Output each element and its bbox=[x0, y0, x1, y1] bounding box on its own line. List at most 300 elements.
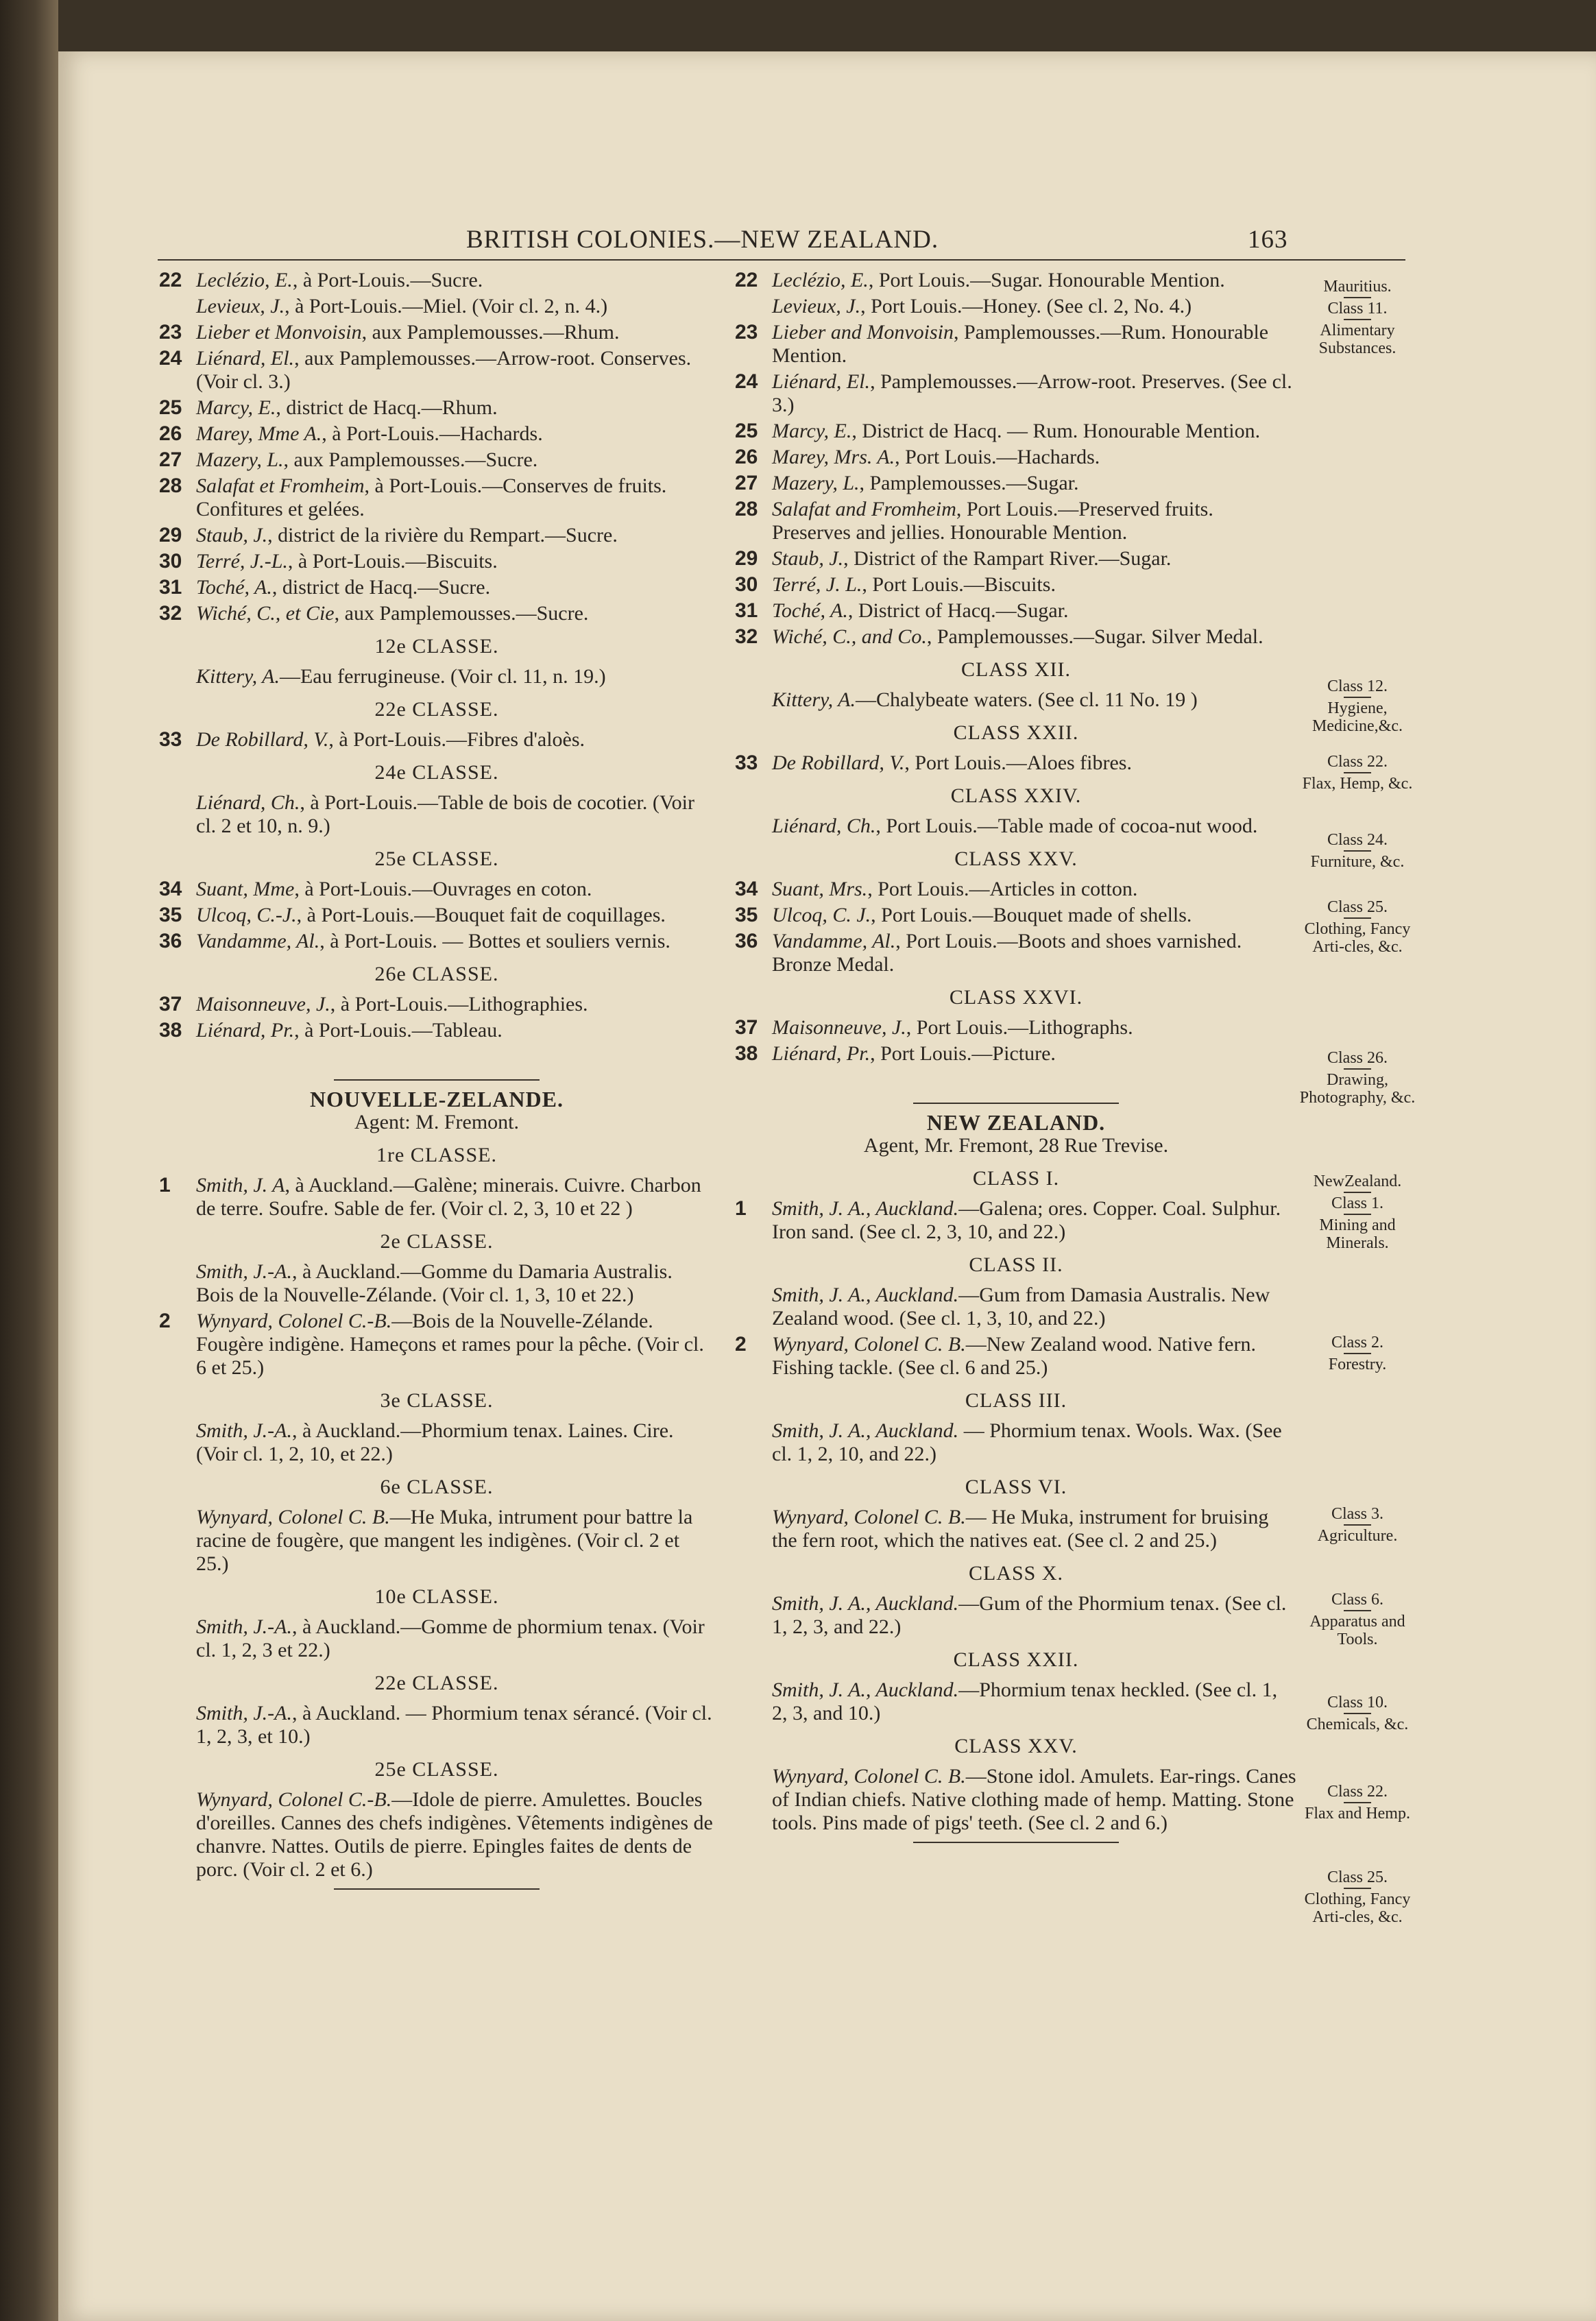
exhibitor-name: Terré, J. L. bbox=[772, 573, 862, 596]
agent-line: Agent: M. Fremont. bbox=[354, 1111, 519, 1133]
entry-description: , à Port-Louis.—Lithographies. bbox=[330, 993, 588, 1015]
entry-description: , à Auckland.—Galène; minerais. Cuivre. Charbon de terre. Soufre. Sable de fer. (Voir cl. 2, 3, 10 et 22 ) bbox=[196, 1174, 701, 1220]
margin-note-line: Class 3. bbox=[1331, 1505, 1383, 1523]
entry-number: 36 bbox=[735, 930, 758, 952]
exhibitor-entry bbox=[735, 625, 1297, 649]
entry-number: 24 bbox=[159, 347, 182, 370]
entry-description: , Port Louis.—Boots and shoes varnished. Bronze Medal. bbox=[772, 930, 1242, 976]
exhibitor-name: Levieux, J. bbox=[196, 295, 285, 317]
entry-number: 25 bbox=[159, 396, 182, 419]
entry-description: , Port Louis.—Sugar. Honourable Mention. bbox=[868, 269, 1225, 291]
entry-description: , Port Louis.—Lithographs. bbox=[906, 1016, 1133, 1039]
exhibitor-entry bbox=[159, 728, 714, 751]
exhibitor-name: Wynyard, Colonel C. B. bbox=[772, 1506, 966, 1528]
entry-description: , à Auckland.—Gomme de phormium tenax. (Voir cl. 1, 2, 3 et 22.) bbox=[196, 1615, 705, 1661]
margin-note bbox=[1299, 1334, 1416, 1373]
class-heading: CLASS II. bbox=[969, 1253, 1063, 1276]
section-rule bbox=[913, 1103, 1119, 1104]
exhibitor-name: Lieber et Monvoisin bbox=[196, 321, 362, 344]
class-heading: CLASS XXIV. bbox=[950, 784, 1082, 807]
exhibitor-entry bbox=[159, 1174, 714, 1220]
entry-number: 29 bbox=[735, 547, 758, 570]
exhibitor-entry bbox=[735, 1419, 1297, 1466]
entry-description: , Port Louis.—Aloes fibres. bbox=[904, 751, 1132, 774]
entry-description: , à Port-Louis.—Table de bois de cocotier. (Voir cl. 2 et 10, n. 9.) bbox=[196, 791, 694, 837]
entry-number: 35 bbox=[159, 904, 182, 926]
entry-description: —New Zealand wood. Native fern. Fishing tackle. (See cl. 6 and 25.) bbox=[772, 1333, 1256, 1379]
entry-number: 1 bbox=[159, 1174, 171, 1196]
exhibitor-name: Wynyard, Colonel C.-B. bbox=[196, 1788, 392, 1811]
exhibitor-entry bbox=[159, 524, 714, 547]
section-title: NOUVELLE-ZELANDE. bbox=[310, 1087, 564, 1111]
exhibitor-entry bbox=[159, 422, 714, 446]
entry-description: , à Port-Louis.—Miel. (Voir cl. 2, n. 4.) bbox=[285, 295, 608, 317]
entry-description: , à Port-Louis.—Hachards. bbox=[322, 422, 543, 445]
margin-note-line: Apparatus and Tools. bbox=[1309, 1613, 1405, 1648]
entry-description: —Galena; ores. Copper. Coal. Sulphur. Iron sand. (See cl. 2, 3, 10, and 22.) bbox=[772, 1197, 1281, 1243]
class-heading: CLASS X. bbox=[968, 1562, 1064, 1585]
margin-note-line: Class 22. bbox=[1327, 1783, 1388, 1801]
entry-description: , à Port-Louis.—Fibres d'aloès. bbox=[328, 728, 585, 751]
exhibitor-entry bbox=[159, 347, 714, 394]
section-title: NEW ZEALAND. bbox=[926, 1110, 1106, 1135]
margin-note-line: Class 1. bbox=[1331, 1194, 1383, 1212]
exhibitor-entry bbox=[735, 1042, 1297, 1066]
entry-description: , District of the Rampart River.—Sugar. bbox=[843, 547, 1172, 570]
exhibitor-name: Smith, J.-A. bbox=[196, 1702, 292, 1724]
exhibitor-entry bbox=[735, 321, 1297, 368]
entry-number: 38 bbox=[159, 1019, 182, 1042]
exhibitor-name: Marcy, E. bbox=[196, 396, 276, 419]
entry-description: , Port Louis.—Honey. (See cl. 2, No. 4.) bbox=[860, 295, 1192, 317]
entry-description: , aux Pamplemousses.—Rhum. bbox=[361, 321, 620, 344]
section-rule bbox=[334, 1079, 540, 1081]
entry-description: —Chalybeate waters. (See cl. 11 No. 19 ) bbox=[855, 688, 1198, 711]
entry-description: , Port Louis.—Hachards. bbox=[895, 446, 1100, 468]
left-column-french bbox=[159, 269, 714, 1897]
entry-description: , à Port-Louis.—Sucre. bbox=[292, 269, 483, 291]
entry-number: 33 bbox=[159, 728, 182, 751]
entry-number: 28 bbox=[159, 474, 182, 497]
entry-number: 34 bbox=[735, 878, 758, 900]
entry-description: —Gum of the Phormium tenax. (See cl. 1, 2, 3, and 22.) bbox=[772, 1592, 1287, 1638]
exhibitor-entry bbox=[159, 576, 714, 599]
exhibitor-name: Terré, J.-L. bbox=[196, 550, 288, 573]
exhibitor-entry bbox=[159, 396, 714, 420]
exhibitor-entry bbox=[159, 1615, 714, 1662]
exhibitor-entry bbox=[735, 1765, 1297, 1835]
exhibitor-entry bbox=[735, 472, 1297, 495]
exhibitor-entry bbox=[735, 446, 1297, 469]
margin-dash bbox=[1344, 1713, 1371, 1714]
exhibitor-name: Ulcoq, C. J. bbox=[772, 904, 871, 926]
margin-note-line: Furniture, &c. bbox=[1310, 853, 1405, 871]
entry-description: , Pamplemousses.—Rum. Honourable Mention. bbox=[772, 321, 1269, 367]
exhibitor-name: Suant, Mrs. bbox=[772, 878, 868, 900]
exhibitor-name: Liénard, El. bbox=[772, 370, 871, 393]
exhibitor-entry bbox=[735, 1333, 1297, 1380]
entry-number: 23 bbox=[159, 321, 182, 344]
exhibitor-name: Kittery, A. bbox=[196, 665, 280, 688]
class-heading: 25e CLASSE. bbox=[374, 1758, 499, 1781]
exhibitor-name: Mazery, L. bbox=[196, 448, 284, 471]
entry-description: , aux Pamplemousses.—Sucre. bbox=[334, 602, 589, 625]
class-heading: 22e CLASSE. bbox=[374, 698, 499, 721]
exhibitor-entry bbox=[735, 688, 1297, 712]
exhibitor-name: Liénard, Pr. bbox=[196, 1019, 295, 1042]
exhibitor-name: Levieux, J. bbox=[772, 295, 861, 317]
exhibitor-entry bbox=[159, 791, 714, 838]
entry-description: , aux Pamplemousses.—Sucre. bbox=[283, 448, 538, 471]
exhibitor-name: Smith, J. A., Auckland. bbox=[772, 1679, 959, 1701]
entry-number: 26 bbox=[159, 422, 182, 445]
margin-dash bbox=[1344, 1524, 1371, 1526]
margin-note-line: Mauritius. bbox=[1323, 278, 1392, 296]
entry-number: 32 bbox=[159, 602, 182, 625]
exhibitor-name: Smith, J.-A. bbox=[196, 1260, 292, 1283]
exhibitor-name: Smith, J.-A. bbox=[196, 1419, 292, 1442]
margin-note bbox=[1299, 1868, 1416, 1926]
entry-description: , à Port-Louis. — Bottes et souliers vernis. bbox=[319, 930, 670, 952]
class-heading: 24e CLASSE. bbox=[374, 761, 499, 784]
margin-note-line: Class 10. bbox=[1327, 1694, 1388, 1711]
entry-number: 22 bbox=[159, 269, 182, 291]
closing-rule bbox=[913, 1842, 1119, 1843]
margin-dash bbox=[1344, 1353, 1371, 1354]
exhibitor-name: Suant, Mme bbox=[196, 878, 295, 900]
exhibitor-name: Lieber and Monvoisin bbox=[772, 321, 954, 344]
margin-note-line: Class 11. bbox=[1327, 300, 1388, 317]
exhibitor-entry bbox=[159, 602, 714, 625]
entry-number: 22 bbox=[735, 269, 758, 291]
exhibitor-name: Leclézio, E. bbox=[772, 269, 869, 291]
margin-note bbox=[1299, 677, 1416, 735]
entry-number: 27 bbox=[159, 448, 182, 471]
exhibitor-entry bbox=[159, 1788, 714, 1881]
exhibitor-name: Smith, J. A., Auckland. bbox=[772, 1419, 959, 1442]
margin-dash bbox=[1344, 1068, 1371, 1070]
exhibitor-name: Staub, J. bbox=[772, 547, 844, 570]
page-header-title: BRITISH COLONIES.—NEW ZEALAND. bbox=[466, 226, 939, 254]
entry-number: 35 bbox=[735, 904, 758, 926]
exhibitor-name: Wiché, C., et Cie bbox=[196, 602, 335, 625]
entry-description: , Port Louis.—Picture. bbox=[870, 1042, 1056, 1065]
class-heading: CLASS III. bbox=[965, 1389, 1067, 1412]
page-number: 163 bbox=[1248, 226, 1288, 254]
exhibitor-entry bbox=[159, 474, 714, 521]
entry-number: 2 bbox=[159, 1310, 171, 1332]
margin-note-line: Clothing, Fancy Arti-cles, &c. bbox=[1304, 920, 1411, 956]
exhibitor-name: Maisonneuve, J. bbox=[196, 993, 330, 1015]
exhibitor-entry bbox=[159, 295, 714, 318]
exhibitor-entry bbox=[735, 420, 1297, 443]
margin-dash bbox=[1344, 297, 1371, 298]
margin-note bbox=[1299, 753, 1416, 793]
margin-note bbox=[1299, 831, 1416, 871]
entry-number: 36 bbox=[159, 930, 182, 952]
exhibitor-name: Mazery, L. bbox=[772, 472, 860, 494]
exhibitor-name: Kittery, A. bbox=[772, 688, 856, 711]
entry-description: , district de Hacq.—Rhum. bbox=[276, 396, 498, 419]
entry-number: 27 bbox=[735, 472, 758, 494]
margin-dash bbox=[1344, 1802, 1371, 1803]
class-heading: CLASS XXII. bbox=[953, 721, 1079, 744]
exhibitor-entry bbox=[735, 295, 1297, 318]
exhibitor-name: Liénard, Ch. bbox=[772, 815, 876, 837]
exhibitor-name: Marey, Mrs. A. bbox=[772, 446, 895, 468]
entry-description: , Pamplemousses.—Arrow-root. Preserves. (See cl. 3.) bbox=[772, 370, 1292, 416]
entry-description: , à Port-Louis.—Ouvrages en coton. bbox=[294, 878, 592, 900]
entry-description: —Idole de pierre. Amulettes. Boucles d'oreilles. Cannes des chefs indigènes. Vêtements indigènes de chanvre. Nattes. Outils de pierre. Epingles faites de dents de porc. (Voir cl. 2 et 6.) bbox=[196, 1788, 713, 1881]
entry-description: — Phormium tenax. Wools. Wax. (See cl. 1, 2, 10, and 22.) bbox=[772, 1419, 1282, 1465]
exhibitor-entry bbox=[159, 321, 714, 344]
margin-note-line: Class 25. bbox=[1327, 898, 1388, 916]
entry-number: 25 bbox=[735, 420, 758, 442]
margin-note bbox=[1299, 1172, 1416, 1252]
entry-description: , à Port-Louis.—Conserves de fruits. Confitures et gelées. bbox=[196, 474, 667, 520]
entry-number: 29 bbox=[159, 524, 182, 546]
exhibitor-name: De Robillard, V. bbox=[772, 751, 905, 774]
exhibitor-entry bbox=[735, 1284, 1297, 1330]
entry-description: , District de Hacq. — Rum. Honourable Mention. bbox=[851, 420, 1261, 442]
exhibitor-entry bbox=[735, 1197, 1297, 1244]
margin-note bbox=[1299, 898, 1416, 956]
entry-number: 1 bbox=[735, 1197, 747, 1220]
exhibitor-entry bbox=[159, 993, 714, 1016]
class-heading: CLASS XXV. bbox=[954, 847, 1078, 870]
class-heading: CLASS XXV. bbox=[954, 1735, 1078, 1757]
entry-description: , Port Louis.—Biscuits. bbox=[862, 573, 1056, 596]
entry-description: , à Auckland.—Gomme du Damaria Australis. Bois de la Nouvelle-Zélande. (Voir cl. 1, 3, 10 et 22.) bbox=[196, 1260, 673, 1306]
margin-note bbox=[1299, 1049, 1416, 1107]
exhibitor-entry bbox=[159, 665, 714, 688]
exhibitor-entry bbox=[159, 878, 714, 901]
class-heading: 10e CLASSE. bbox=[374, 1585, 499, 1608]
entry-description: , district de la rivière du Rempart.—Sucre. bbox=[267, 524, 618, 546]
margin-note-line: Class 22. bbox=[1327, 753, 1388, 771]
agent-line: Agent, Mr. Fremont, 28 Rue Trevise. bbox=[863, 1134, 1169, 1157]
exhibitor-name: Marcy, E. bbox=[772, 420, 852, 442]
margin-dash bbox=[1344, 1214, 1371, 1215]
entry-number: 28 bbox=[735, 498, 758, 520]
exhibitor-name: Wiché, C., and Co. bbox=[772, 625, 927, 648]
exhibitor-entry bbox=[735, 1592, 1297, 1639]
exhibitor-entry bbox=[735, 930, 1297, 976]
exhibitor-entry bbox=[159, 550, 714, 573]
entry-number: 37 bbox=[159, 993, 182, 1015]
exhibitor-entry bbox=[159, 269, 714, 292]
class-heading: CLASS VI. bbox=[965, 1476, 1067, 1498]
exhibitor-name: Salafat et Fromheim bbox=[196, 474, 365, 497]
exhibitor-name: Smith, J. A., Auckland. bbox=[772, 1592, 959, 1615]
exhibitor-name: Staub, J. bbox=[196, 524, 268, 546]
book-spine bbox=[0, 0, 58, 2321]
exhibitor-name: Leclézio, E. bbox=[196, 269, 293, 291]
margin-note-line: Flax and Hemp. bbox=[1305, 1805, 1410, 1823]
class-heading: 1re CLASSE. bbox=[376, 1144, 497, 1166]
exhibitor-entry bbox=[159, 1310, 714, 1380]
exhibitor-name: Vandamme, Al. bbox=[772, 930, 896, 952]
entry-description: —He Muka, intrument pour battre la racine de fougère, que mangent les indigènes. (Voir cl. 2 et 25.) bbox=[196, 1506, 693, 1575]
entry-description: , à Port-Louis.—Biscuits. bbox=[287, 550, 498, 573]
exhibitor-name: Liénard, Pr. bbox=[772, 1042, 871, 1065]
entry-number: 37 bbox=[735, 1016, 758, 1039]
margin-note-line: Agriculture. bbox=[1317, 1527, 1398, 1545]
exhibitor-name: Liénard, El. bbox=[196, 347, 295, 370]
exhibitor-name: Smith, J. A., Auckland. bbox=[772, 1197, 959, 1220]
margin-note-line: Class 12. bbox=[1327, 677, 1388, 695]
margin-note bbox=[1299, 1505, 1416, 1545]
entry-description: —Eau ferrugineuse. (Voir cl. 11, n. 19.) bbox=[279, 665, 606, 688]
entry-description: , à Auckland. — Phormium tenax sérancé. (Voir cl. 1, 2, 3, et 10.) bbox=[196, 1702, 712, 1748]
exhibitor-entry bbox=[735, 1679, 1297, 1725]
exhibitor-name: Wynyard, Colonel C. B. bbox=[772, 1333, 966, 1356]
exhibitor-entry bbox=[159, 1260, 714, 1307]
exhibitor-entry bbox=[159, 1419, 714, 1466]
exhibitor-entry bbox=[735, 599, 1297, 623]
entry-number: 33 bbox=[735, 751, 758, 774]
margin-note-line: Clothing, Fancy Arti-cles, &c. bbox=[1304, 1890, 1411, 1926]
exhibitor-name: De Robillard, V. bbox=[196, 728, 329, 751]
entry-description: , à Auckland.—Phormium tenax. Laines. Cire. (Voir cl. 1, 2, 10, et 22.) bbox=[196, 1419, 674, 1465]
class-heading: CLASS XXII. bbox=[953, 1648, 1079, 1671]
exhibitor-entry bbox=[735, 751, 1297, 775]
entry-number: 30 bbox=[159, 550, 182, 573]
exhibitor-entry bbox=[735, 1016, 1297, 1039]
margin-note-line: Alimentary Substances. bbox=[1318, 322, 1396, 357]
entry-description: , à Port-Louis.—Bouquet fait de coquillages. bbox=[296, 904, 666, 926]
entry-number: 34 bbox=[159, 878, 182, 900]
margin-note bbox=[1299, 1694, 1416, 1733]
margin-note-line: Drawing, Photography, &c. bbox=[1299, 1071, 1416, 1107]
class-heading: 26e CLASSE. bbox=[374, 963, 499, 985]
entry-number: 2 bbox=[735, 1333, 747, 1356]
entry-description: , district de Hacq.—Sucre. bbox=[271, 576, 491, 599]
exhibitor-entry bbox=[159, 1702, 714, 1748]
margin-dash bbox=[1344, 772, 1371, 773]
exhibitor-entry bbox=[735, 573, 1297, 597]
entry-number: 32 bbox=[735, 625, 758, 648]
exhibitor-name: Liénard, Ch. bbox=[196, 791, 300, 814]
margin-note-line: Class 25. bbox=[1327, 1868, 1388, 1886]
margin-dash bbox=[1344, 697, 1371, 698]
margin-note-line: Chemicals, &c. bbox=[1306, 1716, 1409, 1733]
class-heading: 25e CLASSE. bbox=[374, 847, 499, 870]
exhibitor-entry bbox=[159, 904, 714, 927]
exhibitor-entry bbox=[159, 448, 714, 472]
margin-note-line: Class 2. bbox=[1331, 1334, 1383, 1351]
entry-description: —Gum from Damasia Australis. New Zealand wood. (See cl. 1, 3, 10, and 22.) bbox=[772, 1284, 1270, 1330]
entry-description: , District of Hacq.—Sugar. bbox=[847, 599, 1069, 622]
margin-note-line: Hygiene, Medicine,&c. bbox=[1312, 699, 1403, 735]
entry-description: , Port Louis.—Bouquet made of shells. bbox=[871, 904, 1192, 926]
exhibitor-name: Wynyard, Colonel C.-B. bbox=[196, 1310, 392, 1332]
exhibitor-entry bbox=[735, 498, 1297, 544]
entry-description: , à Port-Louis.—Tableau. bbox=[294, 1019, 503, 1042]
margin-note-line: Class 24. bbox=[1327, 831, 1388, 849]
exhibitor-entry bbox=[735, 815, 1297, 838]
exhibitor-entry bbox=[735, 878, 1297, 901]
entry-description: —Stone idol. Amulets. Ear-rings. Canes of Indian chiefs. Native clothing made of hemp. Matting. Stone tools. Pins made of pigs' teeth. (See cl. 2 and 6.) bbox=[772, 1765, 1296, 1834]
margin-dash bbox=[1344, 850, 1371, 852]
margin-dash bbox=[1344, 319, 1371, 320]
exhibitor-entry bbox=[735, 547, 1297, 570]
margin-note bbox=[1299, 278, 1416, 357]
class-heading: CLASS I. bbox=[972, 1167, 1060, 1190]
exhibitor-entry bbox=[735, 370, 1297, 417]
right-column-english bbox=[735, 269, 1297, 1850]
exhibitor-entry bbox=[735, 904, 1297, 927]
class-heading: 12e CLASSE. bbox=[374, 635, 499, 658]
class-heading: CLASS XII. bbox=[960, 658, 1071, 681]
class-heading: CLASS XXVI. bbox=[949, 986, 1083, 1009]
class-heading: 3e CLASSE. bbox=[380, 1389, 494, 1412]
exhibitor-entry bbox=[159, 1506, 714, 1576]
entry-number: 24 bbox=[735, 370, 758, 393]
exhibitor-name: Wynyard, Colonel C. B. bbox=[196, 1506, 390, 1528]
entry-number: 38 bbox=[735, 1042, 758, 1065]
entry-number: 26 bbox=[735, 446, 758, 468]
exhibitor-name: Marey, Mme A. bbox=[196, 422, 322, 445]
entry-description: , Port Louis.—Preserved fruits. Preserves and jellies. Honourable Mention. bbox=[772, 498, 1213, 544]
exhibitor-name: Smith, J. A., Auckland. bbox=[772, 1284, 959, 1306]
exhibitor-entry bbox=[159, 1019, 714, 1042]
margin-note-line: Class 6. bbox=[1331, 1591, 1383, 1609]
header-rule bbox=[158, 259, 1405, 261]
entry-description: , Port Louis.—Articles in cotton. bbox=[867, 878, 1138, 900]
exhibitor-entry bbox=[735, 269, 1297, 292]
margin-dash bbox=[1344, 1610, 1371, 1611]
margin-note-line: Class 26. bbox=[1327, 1049, 1388, 1067]
margin-note-line: Mining and Minerals. bbox=[1319, 1216, 1396, 1252]
exhibitor-entry bbox=[159, 930, 714, 953]
margin-dash bbox=[1344, 1192, 1371, 1193]
class-heading: 2e CLASSE. bbox=[380, 1230, 494, 1253]
entry-description: , Port Louis.—Table made of cocoa-nut wood. bbox=[875, 815, 1258, 837]
exhibitor-name: Toché, A. bbox=[772, 599, 848, 622]
margin-note-line: Flax, Hemp, &c. bbox=[1302, 775, 1413, 793]
margin-note-line: Forestry. bbox=[1328, 1356, 1387, 1373]
class-heading: 6e CLASSE. bbox=[380, 1476, 494, 1498]
exhibitor-name: Salafat and Fromheim bbox=[772, 498, 956, 520]
exhibitor-name: Smith, J.-A. bbox=[196, 1615, 292, 1638]
exhibitor-name: Wynyard, Colonel C. B. bbox=[772, 1765, 966, 1788]
exhibitor-name: Toché, A. bbox=[196, 576, 272, 599]
entry-description: —Bois de la Nouvelle-Zélande. Fougère indigène. Hameçons et rames pour la pêche. (Voir cl. 6 et 25.) bbox=[196, 1310, 704, 1379]
exhibitor-name: Vandamme, Al. bbox=[196, 930, 320, 952]
margin-note-line: NewZealand. bbox=[1313, 1172, 1402, 1190]
entry-description: — He Muka, instrument for bruising the fern root, which the natives eat. (See cl. 2 and 25.) bbox=[772, 1506, 1269, 1552]
entry-description: , Pamplemousses.—Sugar. bbox=[859, 472, 1079, 494]
class-heading: 22e CLASSE. bbox=[374, 1672, 499, 1694]
entry-description: —Phormium tenax heckled. (See cl. 1, 2, 3, and 10.) bbox=[772, 1679, 1278, 1724]
exhibitor-name: Ulcoq, C.-J. bbox=[196, 904, 297, 926]
exhibitor-name: Smith, J. A bbox=[196, 1174, 285, 1196]
entry-description: , aux Pamplemousses.—Arrow-root. Conserves. (Voir cl. 3.) bbox=[196, 347, 692, 393]
entry-number: 31 bbox=[159, 576, 182, 599]
exhibitor-entry bbox=[735, 1506, 1297, 1552]
entry-description: , Pamplemousses.—Sugar. Silver Medal. bbox=[926, 625, 1264, 648]
margin-dash bbox=[1344, 1888, 1371, 1889]
margin-note bbox=[1299, 1591, 1416, 1648]
margin-note bbox=[1299, 1783, 1416, 1823]
closing-rule bbox=[334, 1888, 540, 1890]
entry-number: 30 bbox=[735, 573, 758, 596]
entry-number: 23 bbox=[735, 321, 758, 344]
exhibitor-name: Maisonneuve, J. bbox=[772, 1016, 906, 1039]
margin-dash bbox=[1344, 917, 1371, 919]
entry-number: 31 bbox=[735, 599, 758, 622]
